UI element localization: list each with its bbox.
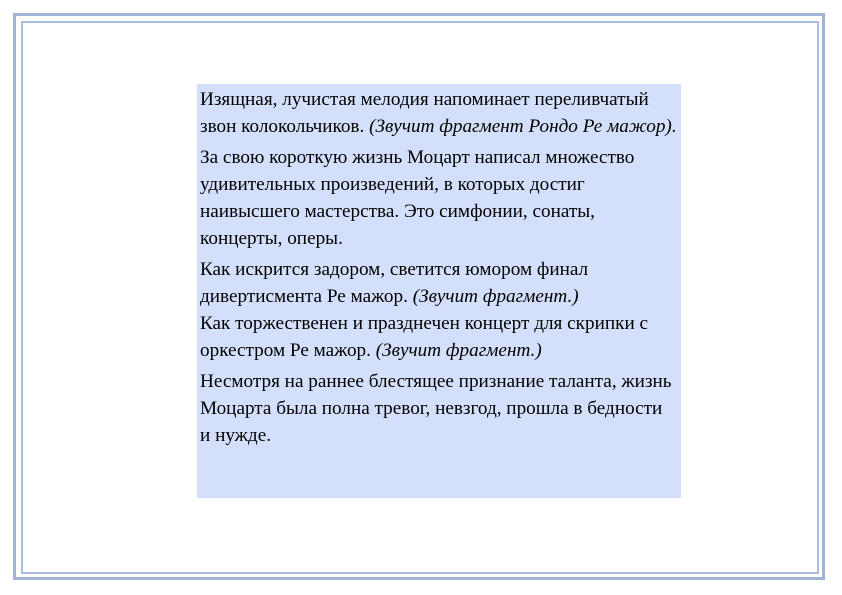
paragraph-melody [200,86,677,140]
paragraph-text: За свою короткую жизнь Моцарт написал множество удивительных произведений, в которых достиг наивысшего мастерства. Это симфонии, сонаты, концерты, оперы. [200,147,635,249]
paragraph-concerto [200,310,677,364]
paragraph-life [200,368,677,449]
paragraph-text: Как искрится задором, светится юмором финал дивертисмента Ре мажор. [200,259,589,307]
paragraph-note: (Звучит фрагмент.) [375,340,542,361]
paragraph-text: Несмотря на раннее блестящее признание таланта, жизнь Моцарта была полна тревог, невзгод, прошла в бедности и нужде. [200,371,672,446]
paragraph-note: (Звучит фрагмент.) [412,286,579,307]
paragraph-works [200,144,677,252]
paragraph-text: Как торжественен и празднечен концерт для скрипки с оркестром Ре мажор. [200,313,649,361]
paragraph-divertimento [200,256,677,310]
text-box [197,84,681,498]
paragraph-text: Изящная, лучистая мелодия напоминает переливчатый звон колокольчиков. [200,89,649,137]
paragraph-note: (Звучит фрагмент Рондо Ре мажор). [369,116,677,137]
